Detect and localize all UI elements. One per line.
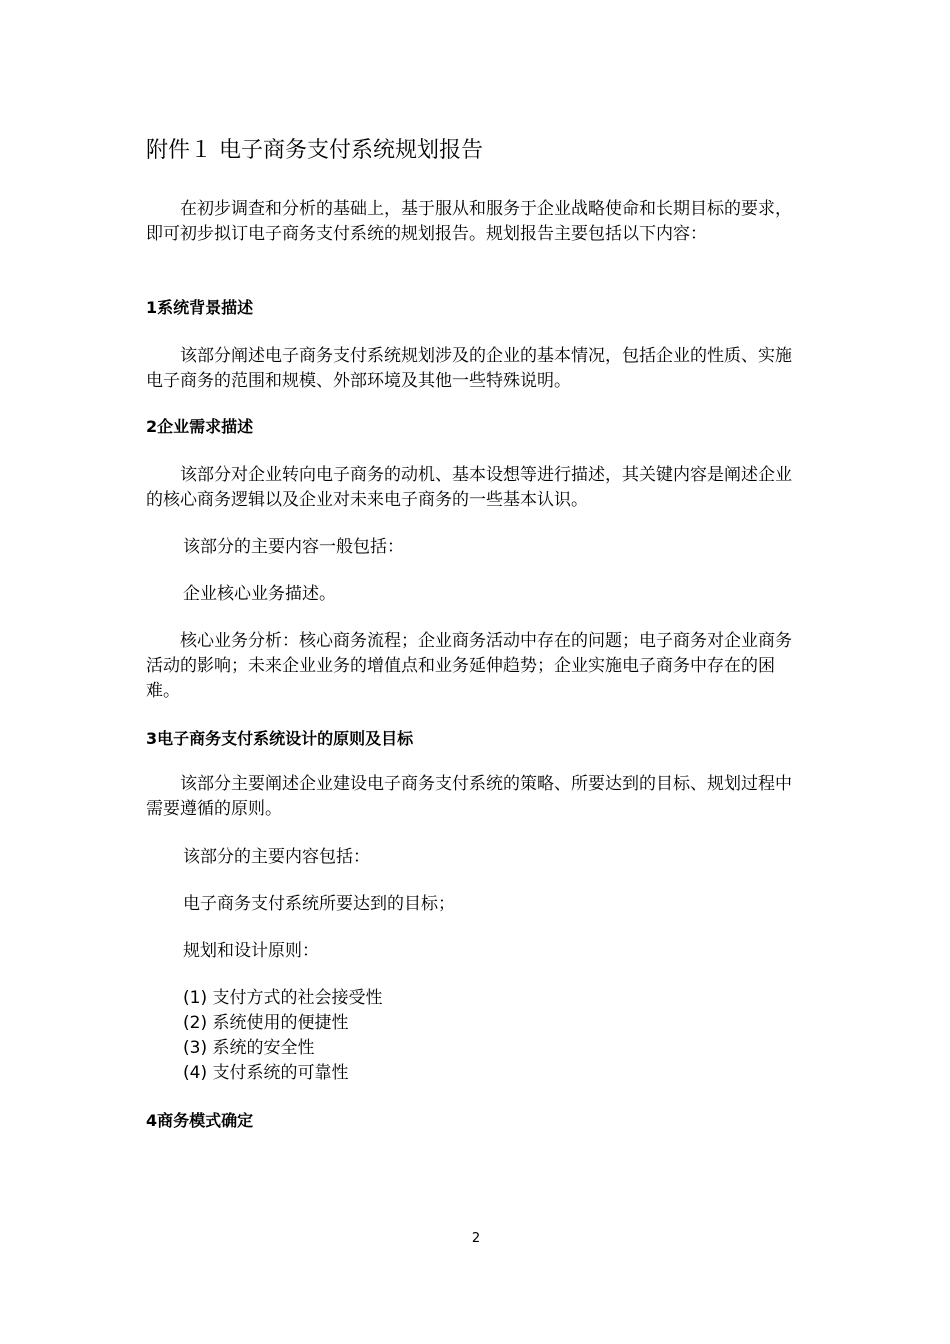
section-2-paragraph-3: 企业核心业务描述。: [183, 584, 336, 604]
section-heading-4: 4商务模式确定: [146, 1111, 254, 1130]
section-3-paragraph-2: 该部分的主要内容包括：: [183, 847, 370, 867]
section-3-paragraph-4: 规划和设计原则：: [183, 941, 319, 961]
section-3-paragraph-3: 电子商务支付系统所要达到的目标；: [183, 894, 455, 914]
section-2-paragraph-2: 该部分的主要内容一般包括：: [183, 537, 404, 557]
section-heading-2: 2企业需求描述: [146, 417, 254, 436]
list-item: (4) 支付系统的可靠性: [183, 1063, 349, 1083]
section-3-paragraph-1: 该部分主要阐述企业建设电子商务支付系统的策略、所要达到的目标、规划过程中需要遵循的原则。: [146, 774, 792, 819]
principles-list: [183, 986, 382, 1086]
list-item: (1) 支付方式的社会接受性: [183, 988, 383, 1008]
section-2-paragraph-4: 核心业务分析：核心商务流程；企业商务活动中存在的问题；电子商务对企业商务活动的影响；未来企业业务的增值点和业务延伸趋势；企业实施电子商务中存在的困难。: [146, 631, 792, 701]
document-title: 附件１ 电子商务支付系统规划报告: [146, 138, 483, 163]
list-item: (2) 系统使用的便捷性: [183, 1013, 349, 1033]
page-number: 2: [471, 1231, 481, 1246]
section-heading-3: 3电子商务支付系统设计的原则及目标: [146, 729, 414, 748]
intro-paragraph: 在初步调查和分析的基础上，基于服从和服务于企业战略使命和长期目标的要求，即可初步拟订电子商务支付系统的规划报告。规划报告主要包括以下内容：: [146, 199, 792, 244]
section-heading-1: 1系统背景描述: [146, 298, 254, 317]
list-item: (3) 系统的安全性: [183, 1038, 315, 1058]
section-2-paragraph-1: 该部分对企业转向电子商务的动机、基本设想等进行描述，其关键内容是阐述企业的核心商务逻辑以及企业对未来电子商务的一些基本认识。: [146, 465, 792, 510]
section-1-paragraph: 该部分阐述电子商务支付系统规划涉及的企业的基本情况，包括企业的性质、实施电子商务的范围和规模、外部环境及其他一些特殊说明。: [146, 346, 792, 391]
